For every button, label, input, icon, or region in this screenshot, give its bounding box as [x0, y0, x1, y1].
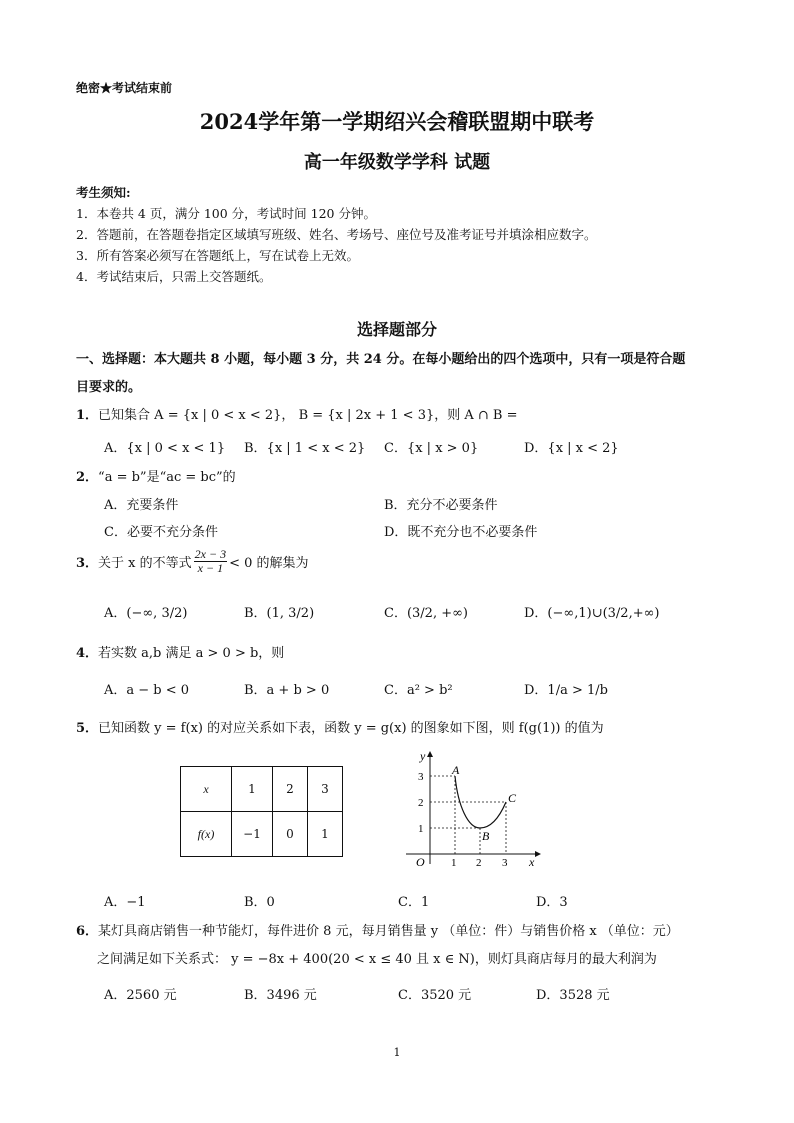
section-title: 选择题部分	[356, 320, 437, 339]
question-stem: 已知函数 y = f(x) 的对应关系如下表，函数 y = g(x) 的图象如下图，则 f(g(1)) 的值为	[98, 721, 604, 736]
point-label: A	[452, 763, 460, 777]
question-stem-cont: 之间满足如下关系式： y = −8x + 400(20 < x ≤ 40 且 x ∈ N)，则灯具商店每月的最大利润为	[97, 952, 657, 967]
x-tick-label: 3	[502, 857, 508, 869]
option-b: B．0	[244, 895, 275, 910]
notice-heading: 考生须知:	[76, 185, 131, 200]
option-b: B．a + b > 0	[244, 683, 330, 698]
y-tick-label: 2	[418, 797, 424, 809]
notice-item: 3．所有答案必须写在答题纸上，写在试卷上无效。	[76, 248, 359, 263]
y-tick-label: 1	[418, 823, 424, 835]
page-number: 1	[393, 1046, 401, 1059]
x-axis-label: x	[529, 855, 535, 869]
option-c: C．(3/2, +∞)	[384, 606, 468, 621]
question-stem: 若实数 a,b 满足 a > 0 > b，则	[98, 646, 285, 661]
notice-item: 2．答题前，在答题卷指定区域填写班级、姓名、考场号、座位号及准考证号并填涂相应数字。	[76, 227, 597, 242]
fraction-numerator: 2x − 3	[194, 547, 227, 561]
option-d: D．1/a > 1/b	[524, 683, 608, 698]
question-number: 3．	[76, 555, 99, 571]
question-stem-post: < 0 的解集为	[229, 555, 309, 571]
table-cell: 3	[308, 767, 343, 812]
question-6	[76, 920, 679, 939]
question-5	[76, 717, 604, 736]
option-d: D．{x | x < 2}	[524, 441, 619, 456]
exam-title: 2024学年第一学期绍兴会稽联盟期中联考	[199, 109, 595, 134]
option-b: B．充分不必要条件	[384, 498, 498, 513]
section-instruction: 一、选择题：本大题共 8 小题，每小题 3 分，共 24 分。在每小题给出的四个选项中，只有一项是符合题	[76, 352, 686, 367]
point-label: B	[482, 829, 490, 843]
x-tick-label: 2	[476, 857, 482, 869]
question-2	[76, 466, 236, 485]
option-a: A．−1	[104, 895, 146, 910]
option-a: A．a − b < 0	[104, 683, 190, 698]
section-instruction-cont: 目要求的。	[76, 380, 142, 395]
option-a: A．{x | 0 < x < 1}	[104, 441, 226, 456]
option-a: A．充要条件	[104, 498, 179, 513]
question-stem: 已知集合 A = {x | 0 < x < 2}， B = {x | 2x + 1 < 3}，则 A ∩ B =	[98, 408, 518, 423]
option-c: C．a² > b²	[384, 683, 453, 698]
table-cell: f(x)	[181, 812, 232, 857]
table-row	[181, 812, 343, 857]
notice-item: 4．考试结束后，只需上交答题纸。	[76, 269, 272, 284]
y-tick-label: 3	[418, 771, 424, 783]
question-stem: “a = b”是“ac = bc”的	[98, 470, 236, 485]
option-c: C．{x | x > 0}	[384, 441, 479, 456]
option-c: C．3520 元	[398, 988, 472, 1003]
guide-lines	[430, 776, 506, 854]
question-3	[76, 548, 309, 574]
function-table	[180, 766, 343, 857]
table-row	[181, 767, 343, 812]
question-stem: 某灯具商店销售一种节能灯，每件进价 8 元，每月销售量 y （单位：件）与销售价格 x （单位：元）	[98, 924, 679, 939]
option-d: D．3	[536, 895, 568, 910]
table-cell: 0	[273, 812, 308, 857]
table-cell: 1	[308, 812, 343, 857]
y-axis-label: y	[420, 749, 426, 763]
question-number: 2．	[76, 470, 99, 485]
fraction-denominator: x − 1	[197, 560, 224, 575]
question-1	[76, 404, 518, 423]
question-stem-pre: 关于 x 的不等式	[98, 555, 192, 571]
exam-subtitle: 高一年级数学学科 试题	[303, 152, 491, 173]
question-number: 1．	[76, 408, 99, 423]
option-a: A．2560 元	[104, 988, 177, 1003]
inequality-fraction	[194, 548, 227, 574]
notice-item: 1．本卷共 4 页，满分 100 分，考试时间 120 分钟。	[76, 206, 376, 221]
option-d: D．(−∞,1)∪(3/2,+∞)	[524, 606, 660, 621]
point-label: C	[508, 791, 517, 805]
confidential-label: 绝密★考试结束前	[76, 81, 173, 95]
x-tick-label: 1	[451, 857, 457, 869]
option-c: C．1	[398, 895, 430, 910]
option-a: A．(−∞, 3/2)	[104, 606, 188, 621]
table-cell: x	[181, 767, 232, 812]
option-d: D．既不充分也不必要条件	[384, 525, 538, 540]
function-graph	[398, 744, 548, 870]
option-c: C．必要不充分条件	[104, 525, 218, 540]
table-cell: 1	[232, 767, 273, 812]
table-cell: 2	[273, 767, 308, 812]
question-number: 6．	[76, 924, 99, 939]
option-b: B．{x | 1 < x < 2}	[244, 441, 366, 456]
question-4	[76, 642, 284, 661]
question-number: 4．	[76, 646, 99, 661]
option-b: B．3496 元	[244, 988, 317, 1003]
question-number: 5．	[76, 721, 99, 736]
origin-label: O	[416, 855, 425, 869]
option-b: B．(1, 3/2)	[244, 606, 315, 621]
option-d: D．3528 元	[536, 988, 610, 1003]
table-cell: −1	[232, 812, 273, 857]
